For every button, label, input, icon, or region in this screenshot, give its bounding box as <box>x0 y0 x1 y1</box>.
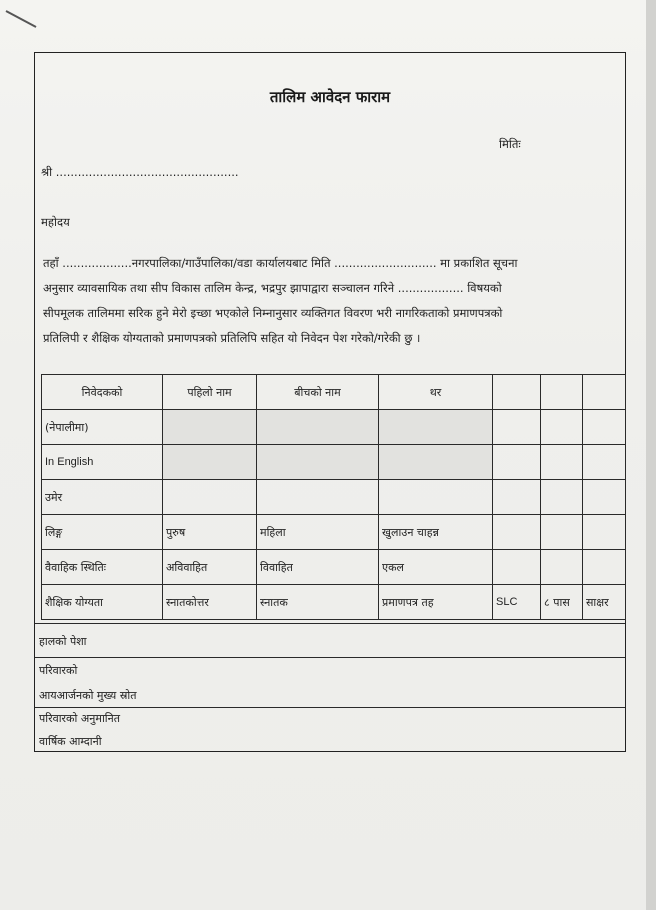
blank-cell[interactable] <box>493 515 541 550</box>
education-option[interactable]: साक्षर <box>583 585 626 620</box>
age-field[interactable] <box>163 480 257 515</box>
blank-cell[interactable] <box>541 480 583 515</box>
table-row <box>42 550 626 585</box>
annual-income-row[interactable] <box>35 707 625 752</box>
row-label: परिवारको अनुमानित <box>39 712 121 725</box>
row-label: लिङ्ग <box>42 515 163 550</box>
paragraph-line: अनुसार व्यावसायिक तथा सीप विकास तालिम केन्द्र, भद्रपुर झापाद्वारा सञ्चालन गरिने .................. विषयको <box>43 281 502 295</box>
header-cell <box>493 375 541 410</box>
marital-option[interactable]: एकल <box>379 550 493 585</box>
header-cell: थर <box>379 375 493 410</box>
row-label: वार्षिक आम्दानी <box>39 735 102 748</box>
row-label: In English <box>42 445 163 480</box>
table-row <box>42 515 626 550</box>
header-cell: निवेदकको <box>42 375 163 410</box>
education-option[interactable]: ८ पास <box>541 585 583 620</box>
name-field[interactable] <box>163 445 257 480</box>
header-cell <box>583 375 626 410</box>
paragraph-line: सीपमूलक तालिममा सरिक हुने मेरो इच्छा भएकोले निम्नानुसार व्यक्तिगत विवरण भरी नागरिकताको प्रमाणपत्रको <box>43 306 503 320</box>
header-cell <box>541 375 583 410</box>
name-field[interactable] <box>163 410 257 445</box>
blank-cell[interactable] <box>583 550 626 585</box>
name-field[interactable] <box>257 410 379 445</box>
gender-option[interactable]: महिला <box>257 515 379 550</box>
blank-cell[interactable] <box>493 445 541 480</box>
blank-cell[interactable] <box>379 480 493 515</box>
gender-option[interactable]: पुरुष <box>163 515 257 550</box>
blank-cell[interactable] <box>257 480 379 515</box>
background-edge <box>646 0 656 910</box>
education-option[interactable]: स्नातक <box>257 585 379 620</box>
date-label: मितिः <box>499 137 521 151</box>
addressee-line: श्री .................................................. <box>41 165 239 179</box>
header-cell: बीचको नाम <box>257 375 379 410</box>
row-label: उमेर <box>42 480 163 515</box>
table-row <box>42 585 626 620</box>
name-field[interactable] <box>379 445 493 480</box>
blank-cell[interactable] <box>493 550 541 585</box>
gender-option[interactable]: खुलाउन चाहन्न <box>379 515 493 550</box>
applicant-details-table <box>41 374 626 620</box>
table-header-row <box>42 375 626 410</box>
table-row <box>42 410 626 445</box>
name-field[interactable] <box>379 410 493 445</box>
blank-cell[interactable] <box>541 410 583 445</box>
marital-option[interactable]: अविवाहित <box>163 550 257 585</box>
table-row <box>42 445 626 480</box>
blank-cell[interactable] <box>541 515 583 550</box>
education-option[interactable]: प्रमाणपत्र तह <box>379 585 493 620</box>
form-frame <box>34 52 626 752</box>
income-source-row[interactable] <box>35 657 625 708</box>
paragraph-line: तहाँ ...................नगरपालिका/गाउँपालिका/वडा कार्यालयबाट मिति ............................ मा प्रकाशित सूचना <box>43 256 518 270</box>
header-cell: पहिलो नाम <box>163 375 257 410</box>
blank-cell[interactable] <box>493 480 541 515</box>
row-label: (नेपालीमा) <box>42 410 163 445</box>
blank-cell[interactable] <box>493 410 541 445</box>
education-option[interactable]: SLC <box>493 585 541 620</box>
row-label: वैवाहिक स्थितिः <box>42 550 163 585</box>
name-field[interactable] <box>257 445 379 480</box>
education-option[interactable]: स्नातकोत्तर <box>163 585 257 620</box>
blank-cell[interactable] <box>583 445 626 480</box>
row-label: आयआर्जनको मुख्य स्रोत <box>39 689 137 702</box>
salutation: महोदय <box>41 215 70 229</box>
form-title: तालिम आवेदन फाराम <box>269 88 391 106</box>
row-label: शैक्षिक योग्यता <box>42 585 163 620</box>
blank-cell[interactable] <box>583 515 626 550</box>
table-row <box>42 480 626 515</box>
application-paragraph <box>43 251 617 351</box>
marital-option[interactable]: विवाहित <box>257 550 379 585</box>
blank-cell[interactable] <box>583 480 626 515</box>
row-label: परिवारको <box>39 664 78 677</box>
row-label: हालको पेशा <box>39 635 87 648</box>
paragraph-line: प्रतिलिपी र शैक्षिक योग्यताको प्रमाणपत्रको प्रतिलिपि सहित यो निवेदन पेश गरेको/गरेकी छु । <box>43 331 421 345</box>
blank-cell[interactable] <box>583 410 626 445</box>
blank-cell[interactable] <box>541 445 583 480</box>
blank-cell[interactable] <box>541 550 583 585</box>
occupation-row[interactable] <box>35 623 625 658</box>
